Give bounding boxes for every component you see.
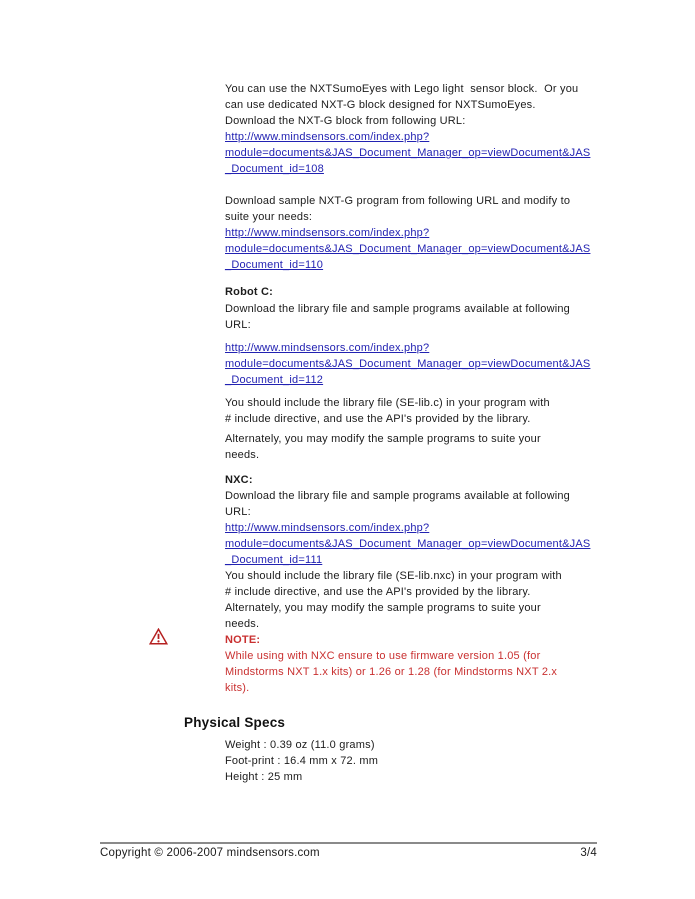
text-line: You should include the library file (SE-lib.nxc) in your program with — [225, 570, 562, 582]
text-line: Download the NXT-G block from following URL: — [225, 115, 466, 127]
hyperlink-line[interactable]: _Document_id=108 — [225, 163, 324, 175]
text-line: needs. — [225, 618, 260, 630]
heading-nxc: NXC: — [225, 474, 253, 486]
link-document-112[interactable] — [225, 340, 603, 388]
text-line: URL: — [225, 506, 251, 518]
hyperlink-line[interactable]: module=documents&JAS_Document_Manager_op=viewDocument&JAS — [225, 358, 591, 370]
heading-robotc: Robot C: — [225, 286, 274, 298]
hyperlink-line[interactable]: http://www.mindsensors.com/index.php? — [225, 342, 430, 354]
link-document-110[interactable] — [225, 225, 603, 273]
hyperlink-line[interactable]: http://www.mindsensors.com/index.php? — [225, 227, 430, 239]
hyperlink-line[interactable]: http://www.mindsensors.com/index.php? — [225, 522, 430, 534]
link-document-111[interactable] — [225, 520, 603, 568]
warning-icon — [149, 628, 168, 645]
paragraph-selib-c — [225, 395, 603, 427]
text-line: suite your needs: — [225, 211, 313, 223]
text-line: kits). — [225, 682, 250, 694]
hyperlink-line[interactable]: _Document_id=111 — [225, 554, 323, 566]
link-document-108[interactable] — [225, 129, 603, 177]
text-line: While using with NXC ensure to use firmware version 1.05 (for — [225, 650, 541, 662]
text-line: You can use the NXTSumoEyes with Lego light sensor block. Or you — [225, 83, 579, 95]
heading-note: NOTE: — [225, 634, 261, 646]
paragraph-intro — [225, 81, 603, 129]
footer-copyright: Copyright © 2006-2007 mindsensors.com — [100, 847, 320, 859]
hyperlink-line[interactable]: module=documents&JAS_Document_Manager_op=viewDocument&JAS — [225, 147, 591, 159]
paragraph-note — [225, 648, 603, 696]
text-line: can use dedicated NXT-G block designed for NXTSumoEyes. — [225, 99, 536, 111]
hyperlink-line[interactable]: _Document_id=112 — [225, 374, 324, 386]
spec-list — [225, 737, 603, 785]
heading-physical-specs: Physical Specs — [184, 715, 286, 730]
document-body — [184, 81, 603, 785]
text-line: Alternately, you may modify the sample programs to suite your — [225, 433, 541, 445]
hyperlink-line[interactable]: module=documents&JAS_Document_Manager_op=viewDocument&JAS — [225, 243, 591, 255]
text-line: # include directive, and use the API's provided by the library. — [225, 586, 531, 598]
footer-page-number: 3/4 — [580, 847, 597, 859]
paragraph-nxc-download — [225, 488, 603, 520]
hyperlink-line[interactable]: http://www.mindsensors.com/index.php? — [225, 131, 430, 143]
text-line: Download sample NXT-G program from following URL and modify to — [225, 195, 571, 207]
text-line: Download the library file and sample programs available at following — [225, 490, 570, 502]
text-line: Foot-print : 16.4 mm x 72. mm — [225, 755, 379, 767]
text-line: Download the library file and sample programs available at following — [225, 303, 570, 315]
text-line: Weight : 0.39 oz (11.0 grams) — [225, 739, 375, 751]
text-line: needs. — [225, 449, 260, 461]
paragraph-sample — [225, 193, 603, 225]
paragraph-selib-nxc — [225, 568, 603, 632]
text-line: You should include the library file (SE-lib.c) in your program with — [225, 397, 550, 409]
hyperlink-line[interactable]: _Document_id=110 — [225, 259, 324, 271]
paragraph-alternately — [225, 431, 603, 463]
text-line: # include directive, and use the API's provided by the library. — [225, 413, 531, 425]
footer — [100, 842, 597, 859]
text-line: URL: — [225, 319, 251, 331]
hyperlink-line[interactable]: module=documents&JAS_Document_Manager_op=viewDocument&JAS — [225, 538, 591, 550]
paragraph-robotc-download — [225, 301, 603, 333]
text-line: Height : 25 mm — [225, 771, 303, 783]
text-line: Mindstorms NXT 1.x kits) or 1.26 or 1.28 (for Mindstorms NXT 2.x — [225, 666, 558, 678]
text-line: Alternately, you may modify the sample programs to suite your — [225, 602, 541, 614]
